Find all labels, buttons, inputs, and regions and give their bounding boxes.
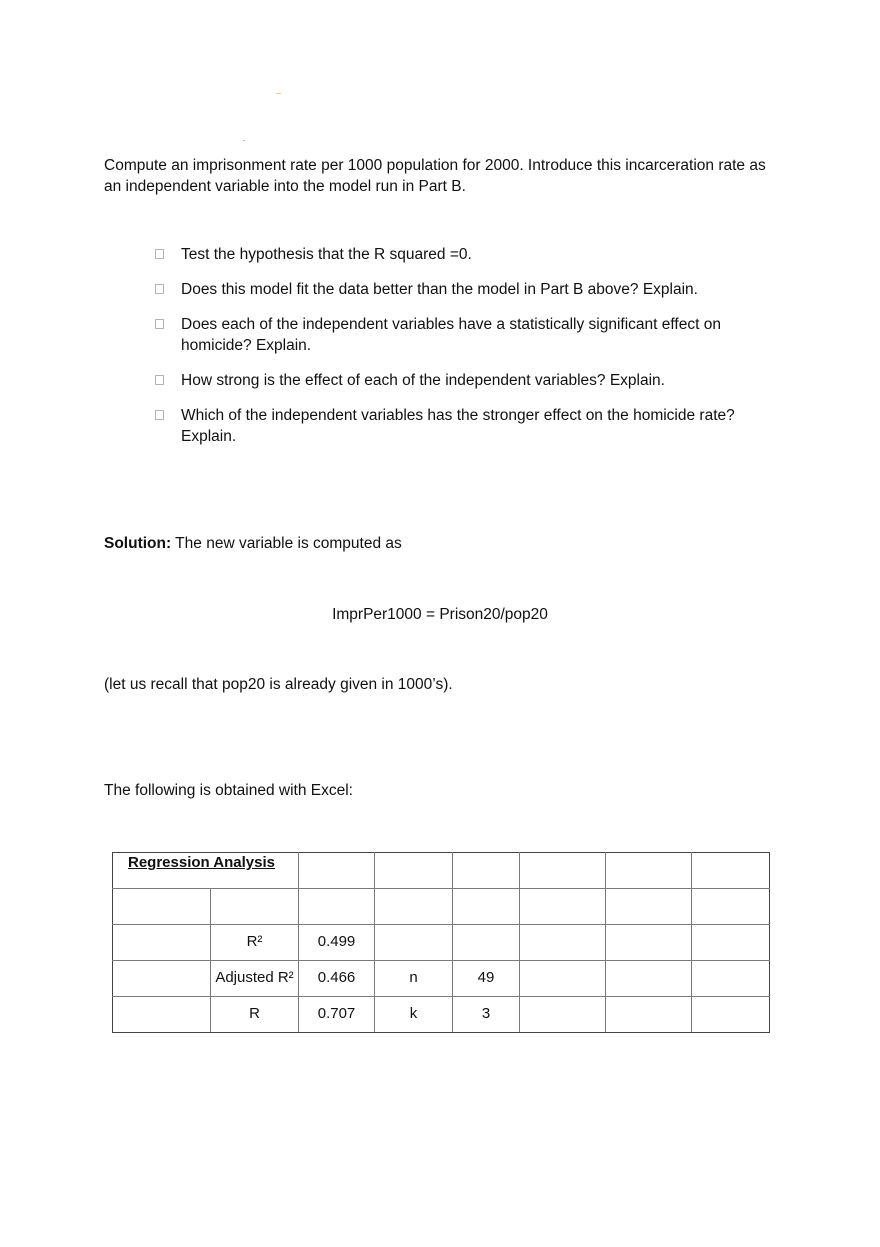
table-cell: [520, 997, 606, 1033]
table-cell: R²: [211, 925, 299, 961]
table-cell: 0.466: [299, 961, 375, 997]
solution-line: [104, 533, 784, 554]
bullet-box-icon: [155, 284, 164, 294]
table-row: [113, 925, 770, 961]
table-cell: [520, 925, 606, 961]
table-cell: [113, 925, 211, 961]
formula: ImprPer1000 = Prison20/pop20: [332, 606, 548, 623]
table-title: Regression Analysis: [113, 853, 299, 889]
table-cell: R: [211, 997, 299, 1033]
intro-paragraph: Compute an imprisonment rate per 1000 population for 2000. Introduce this incarceration rate as an independent variable into the model run in Part B.: [104, 157, 766, 195]
table-cell: [606, 997, 692, 1033]
bullet-box-icon: [155, 375, 164, 385]
bullet-box-icon: [155, 410, 164, 420]
table-cell: 0.707: [299, 997, 375, 1033]
table-cell: [453, 925, 520, 961]
table-cell: [113, 961, 211, 997]
question-list: [155, 244, 775, 461]
note: (let us recall that pop20 is already given in 1000’s).: [104, 676, 453, 693]
list-item: How strong is the effect of each of the independent variables? Explain.: [155, 370, 775, 391]
regression-table: [112, 852, 770, 1033]
table-cell: [606, 925, 692, 961]
table-cell: [520, 961, 606, 997]
list-item: Test the hypothesis that the R squared =0.: [155, 244, 775, 265]
table-cell: [692, 961, 770, 997]
table-cell: 3: [453, 997, 520, 1033]
scan-mark: [276, 93, 281, 94]
bullet-box-icon: [155, 249, 164, 259]
table-cell: 0.499: [299, 925, 375, 961]
table-row: [113, 853, 770, 889]
table-cell: [375, 925, 453, 961]
scan-mark: [243, 140, 245, 141]
solution-label: Solution:: [104, 535, 172, 552]
bullet-box-icon: [155, 319, 164, 329]
excel-intro: The following is obtained with Excel:: [104, 782, 353, 799]
list-item: Does each of the independent variables have a statistically significant effect on homicide? Explain.: [155, 314, 775, 356]
table-row: [113, 889, 770, 925]
list-item: Which of the independent variables has the stronger effect on the homicide rate? Explain.: [155, 405, 775, 447]
table-cell: k: [375, 997, 453, 1033]
table-cell: Adjusted R²: [211, 961, 299, 997]
table-cell: [692, 997, 770, 1033]
table-cell: [113, 997, 211, 1033]
table-cell: 49: [453, 961, 520, 997]
table-cell: n: [375, 961, 453, 997]
table-row: [113, 961, 770, 997]
table-cell: [606, 961, 692, 997]
solution-text: The new variable is computed as: [171, 535, 402, 552]
table-row: [113, 997, 770, 1033]
list-item: Does this model fit the data better than the model in Part B above? Explain.: [155, 279, 775, 300]
table-cell: [692, 925, 770, 961]
